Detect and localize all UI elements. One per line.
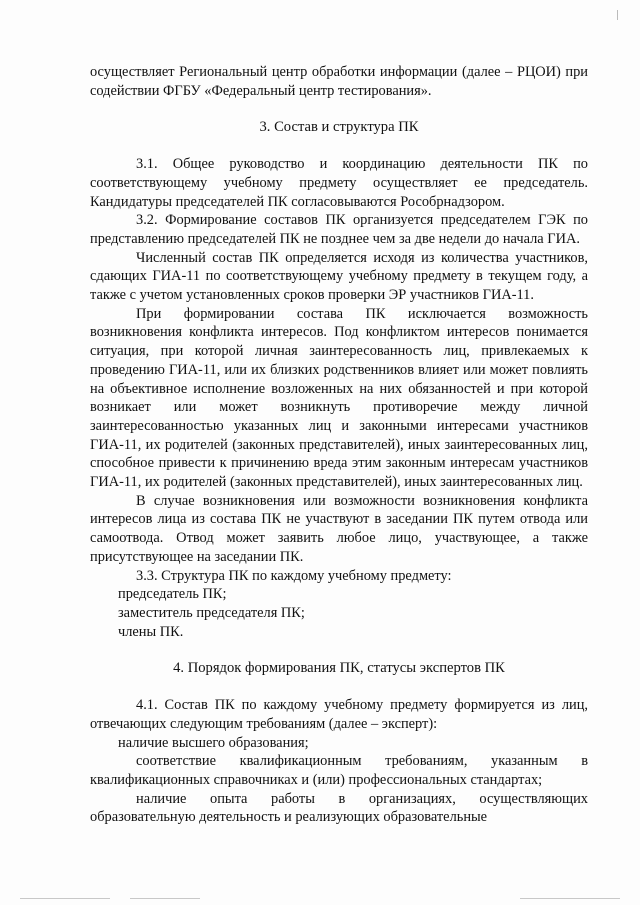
paragraph-3-3: 3.3. Структура ПК по каждому учебному предмету:	[136, 567, 452, 584]
paragraph-conflict: При формировании состава ПК исключается возможность возникновения конфликта интересов. Под конфликтом интересов понимается ситуация, при которой личная заинтересованность лиц, привлекаемых к проведению ГИА-11, или их близких родственников влияет или может повлиять на объективное исполнение возложенных на них обязанностей и при которой возникает или может возникнуть противоречие между личной заинтересованностью указанных лиц и законными интересами участников ГИА-11, их родителей (законных представителей), иных заинтересованных лиц, способное привести к причинению вреда этим законным интересам участников ГИА-11, их родителей (законных представителей), иных заинтересованных лиц.	[90, 305, 588, 491]
scan-border-mark	[20, 898, 110, 899]
structure-item-deputy: заместитель председателя ПК;	[118, 604, 305, 621]
requirement-qualification: соответствие квалификационным требованиям, указанным в квалификационных справочниках и (или) профессиональных стандартах;	[90, 753, 588, 788]
paragraph-count: Численный состав ПК определяется исходя из количества участников, сдающих ГИА-11 по соответствующему учебному предмету в текущем году, а также с учетом установленных сроков проверки ЭР участников ГИА-11.	[90, 249, 588, 304]
intro-paragraph: осуществляет Региональный центр обработки информации (далее – РЦОИ) при содействии ФГБУ «Федеральный центр тестирования».	[90, 64, 588, 99]
section-4-title: 4. Порядок формирования ПК, статусы экспертов ПК	[173, 660, 505, 677]
paragraph-case: В случае возникновения или возможности возникновения конфликта интересов лица из состава ПК не участвуют в заседании ПК путем отвода или самоотвода. Отвод может заявить любое лицо, участвующее, а также присутствующее на заседании ПК.	[90, 492, 588, 565]
requirement-experience: наличие опыта работы в организациях, осуществляющих образовательную деятельность и реализующих образовательные	[90, 790, 588, 826]
scan-border-mark	[520, 898, 620, 899]
requirement-higher-education: наличие высшего образования;	[118, 734, 309, 751]
paragraph-3-2: 3.2. Формирование составов ПК организуется председателем ГЭК по представлению председателей ПК не позднее чем за две недели до начала ГИА.	[90, 212, 588, 247]
paragraph-3-1: 3.1. Общее руководство и координацию деятельности ПК по соответствующему учебному предмету осуществляет ее председатель. Кандидатуры председателей ПК согласовываются Рособрнадзором.	[90, 156, 588, 210]
paragraph-4-1: 4.1. Состав ПК по каждому учебному предмету формируется из лиц, отвечающих следующим требованиям (далее – эксперт):	[90, 697, 588, 732]
structure-item-chair: председатель ПК;	[118, 586, 227, 603]
structure-item-members: члены ПК.	[118, 623, 184, 640]
scan-mark	[617, 10, 618, 20]
document-body	[90, 63, 588, 827]
scan-border-mark	[130, 898, 200, 899]
section-3-title: 3. Состав и структура ПК	[259, 119, 419, 136]
